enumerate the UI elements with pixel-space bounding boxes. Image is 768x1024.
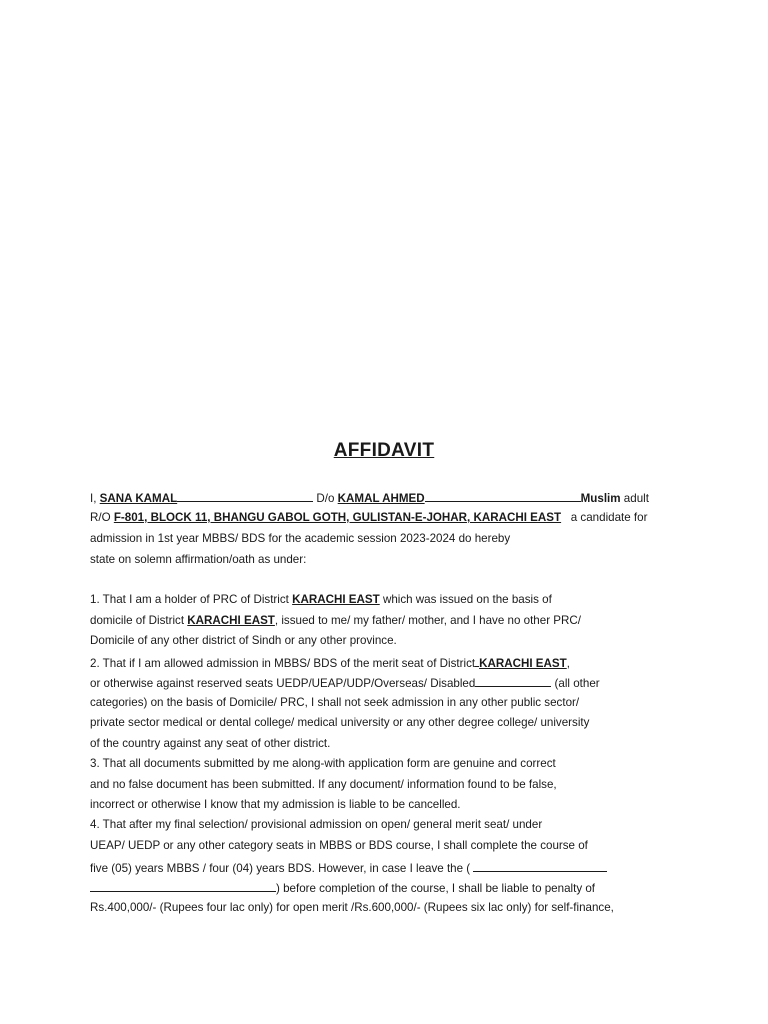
father-blank (425, 490, 581, 502)
para-2-line-5: of the country against any seat of other district. (90, 737, 331, 750)
para-4-line-1: 4. That after my final selection/ provisional admission on open/ general merit seat/ under (90, 818, 543, 831)
religion: Muslim (580, 492, 621, 505)
merit-district: KARACHI EAST (479, 657, 567, 670)
para-3-line-1: 3. That all documents submitted by me along-with application form are genuine and correct (90, 757, 556, 770)
para-1-line-2: domicile of District KARACHI EAST, issued to me/ my father/ mother, and I have no other PRC/ (90, 614, 581, 627)
para-2-line-1: 2. That if I am allowed admission in MBBS/ BDS of the merit seat of District KARACHI EAST, (90, 657, 570, 670)
intro-line-1: I, SANA KAMAL D/o KAMAL AHMED Muslim adult (90, 492, 649, 505)
para-4-line-3: five (05) years MBBS / four (04) years BDS. However, in case I leave the ( (90, 860, 680, 876)
para-2-line-3: categories) on the basis of Domicile/ PRC, I shall not seek admission in any other public sector/ (90, 696, 580, 709)
intro-line-4: state on solemn affirmation/oath as under: (90, 553, 307, 566)
domicile-district: KARACHI EAST (187, 614, 275, 627)
para-4-line-4: ) before completion of the course, I shall be liable to penalty of (90, 880, 680, 896)
para-4-line-5: Rs.400,000/- (Rupees four lac only) for open merit /Rs.600,000/- (Rupees six lac only) for self-finance, (90, 901, 614, 914)
course-blank-1 (473, 860, 607, 872)
candidate-name: SANA KAMAL (99, 492, 178, 505)
disabled-blank (475, 675, 551, 687)
father-name: KAMAL AHMED (337, 492, 425, 505)
candidate-address: F-801, BLOCK 11, BHANGU GABOL GOTH, GULISTAN-E-JOHAR, KARACHI EAST (113, 511, 562, 524)
course-blank-2 (90, 880, 276, 892)
para-4-line-2: UEAP/ UEDP or any other category seats in MBBS or BDS course, I shall complete the course of (90, 839, 588, 852)
name-blank (177, 490, 313, 502)
intro-line-3: admission in 1st year MBBS/ BDS for the academic session 2023-2024 do hereby (90, 532, 511, 545)
para-3-line-2: and no false document has been submitted. If any document/ information found to be false, (90, 778, 557, 791)
para-1-line-1: 1. That I am a holder of PRC of District KARACHI EAST which was issued on the basis of (90, 593, 552, 606)
document-title: AFFIDAVIT (333, 440, 435, 461)
para-2-line-4: private sector medical or dental college/ medical university or any other degree college/ university (90, 716, 590, 729)
para-2-line-2: or otherwise against reserved seats UEDP/UEAP/UDP/Overseas/ Disabled (all other (90, 677, 600, 690)
prc-district: KARACHI EAST (292, 593, 380, 606)
para-1-line-3: Domicile of any other district of Sindh or any other province. (90, 634, 397, 647)
para-3-line-3: incorrect or otherwise I know that my admission is liable to be cancelled. (90, 798, 461, 811)
intro-line-2: R/O F-801, BLOCK 11, BHANGU GABOL GOTH, GULISTAN-E-JOHAR, KARACHI EAST a candidate for (90, 511, 648, 524)
